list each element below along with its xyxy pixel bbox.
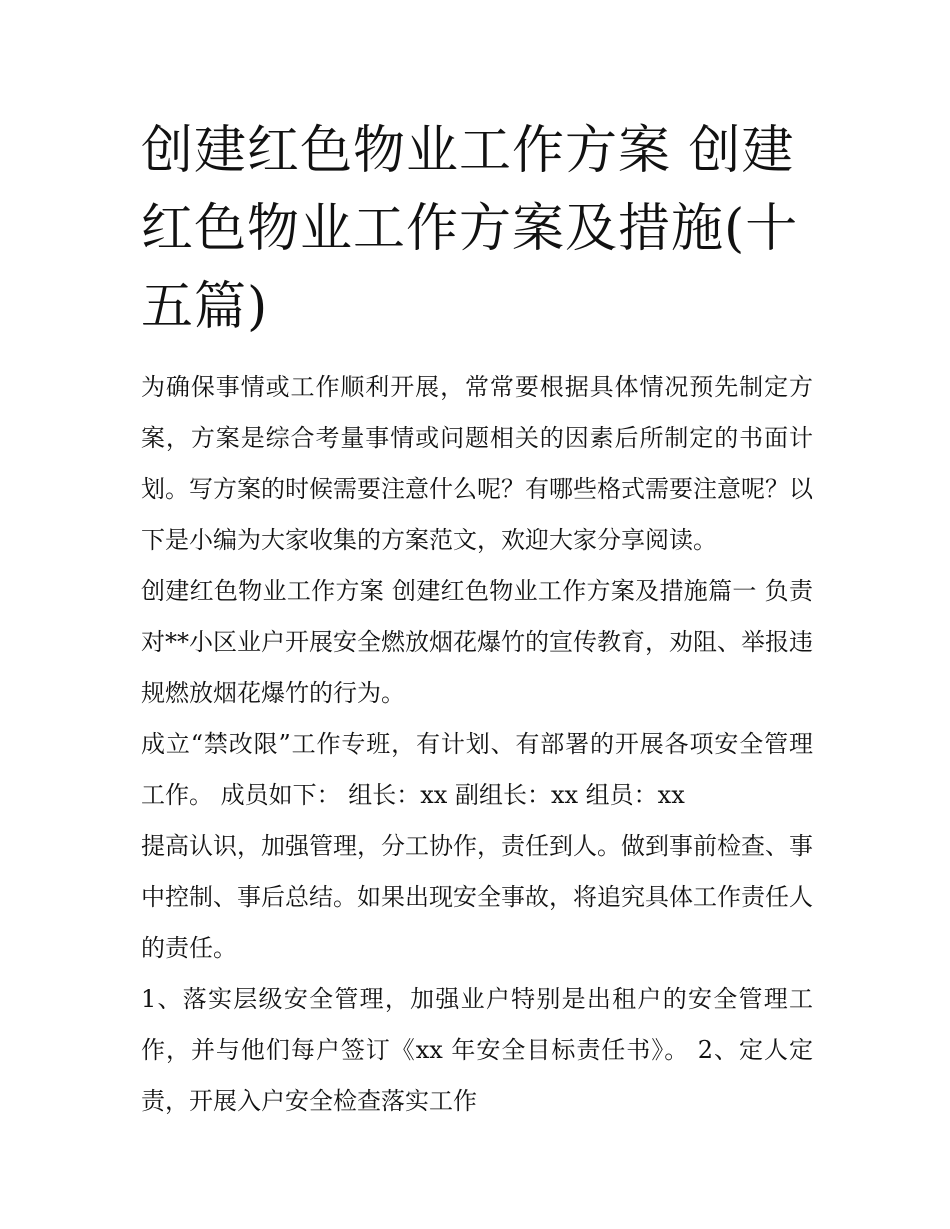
paragraph-intro: 为确保事情或工作顺利开展，常常要根据具体情况预先制定方案，方案是综合考量事情或问题相关的因素后所制定的书面计划。写方案的时候需要注意什么呢？有哪些格式需要注意呢？以下是小编为大家收集的方案范文，欢迎大家分享阅读。 <box>141 373 813 554</box>
paragraph-part-one: 创建红色物业工作方案 创建红色物业工作方案及措施篇一 负责对**小区业户开展安全燃放烟花爆竹的宣传教育，劝阻、举报违规燃放烟花爆竹的行为。 <box>141 577 813 707</box>
document-page <box>141 112 813 1127</box>
document-title: 创建红色物业工作方案 创建红色物业工作方案及措施(十五篇) <box>141 121 799 337</box>
paragraph-responsibility: 提高认识，加强管理，分工协作，责任到人。做到事前检查、事中控制、事后总结。如果出现安全事故，将追究具体工作责任人的责任。 <box>141 832 813 962</box>
paragraph-measures: 1、落实层级安全管理，加强业户特别是出租户的安全管理工作，并与他们每户签订《xx 年安全目标责任书》。 2、定人定责，开展入户安全检查落实工作 <box>141 985 813 1115</box>
paragraph-team: 成立“禁改限”工作专班，有计划、有部署的开展各项安全管理工作。 成员如下： 组长：xx 副组长：xx 组员：xx <box>141 730 813 809</box>
